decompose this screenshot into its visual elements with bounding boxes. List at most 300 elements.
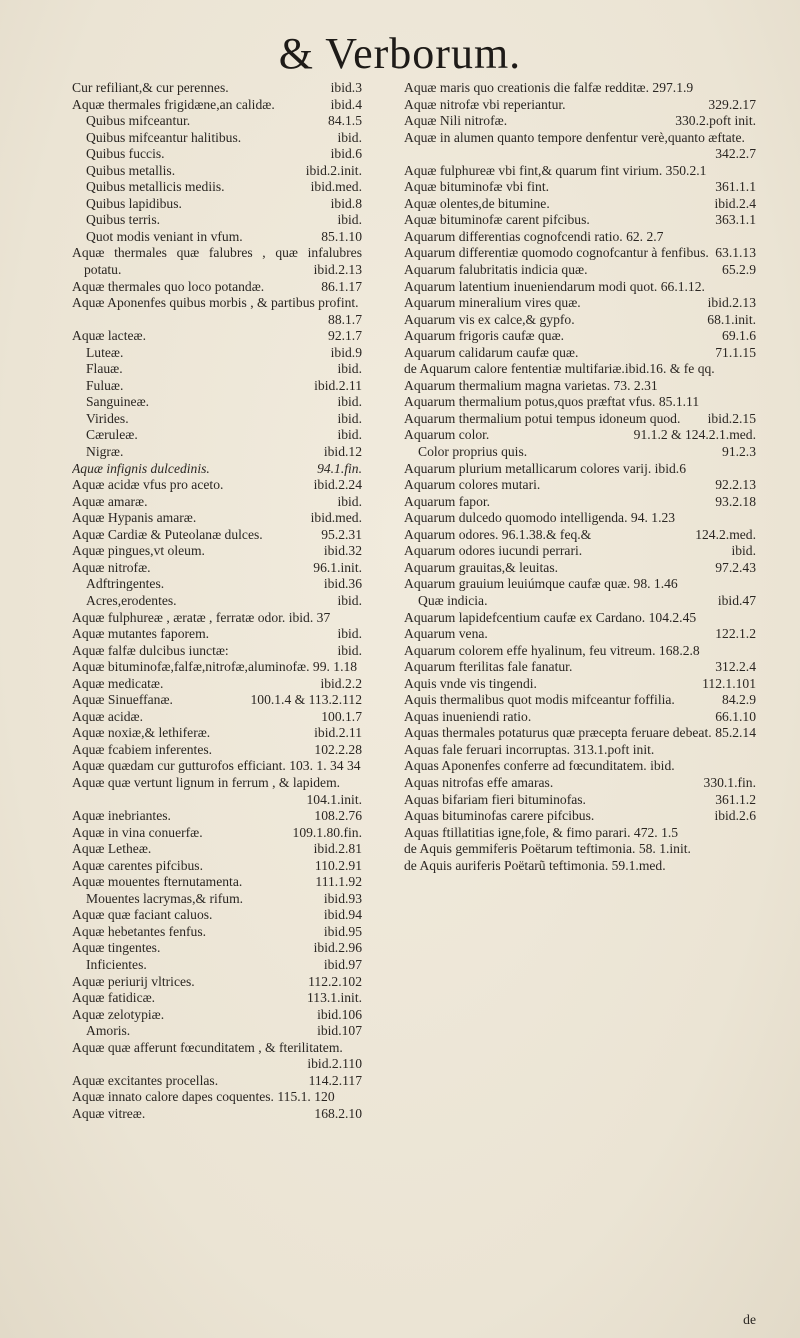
index-entry xyxy=(404,295,756,312)
index-entry xyxy=(72,97,362,114)
index-column-left xyxy=(72,80,362,1122)
index-entry xyxy=(72,725,362,742)
index-entry xyxy=(404,444,756,461)
index-entry xyxy=(72,461,362,478)
entry-text: Aquæ lacteæ. xyxy=(72,328,146,344)
entry-reference: ibid.2.4 xyxy=(714,195,756,211)
index-entry xyxy=(72,510,362,527)
entry-reference: ibid. xyxy=(337,129,362,145)
index-entry xyxy=(404,427,756,444)
entry-reference: 104.1.init. xyxy=(306,791,362,807)
index-entry xyxy=(72,659,362,676)
entry-reference: 114.2.117 xyxy=(308,1072,362,1088)
entry-text: Aquas ftillatitias igne,fole, & fimo parari. 472. 1.5 xyxy=(404,824,679,840)
entry-text: Adftringentes. xyxy=(86,576,165,592)
index-entry xyxy=(404,576,756,593)
entry-text: Aquæ Letheæ. xyxy=(72,841,152,857)
index-entry xyxy=(72,1089,362,1106)
entry-text: Aquarum odores. 96.1.38.& feq.& xyxy=(404,526,592,542)
entry-text: Sanguineæ. xyxy=(86,394,150,410)
entry-text: Aquas inueniendi ratio. xyxy=(404,708,532,724)
entry-text: Aquarum fterilitas fale fanatur. xyxy=(404,659,573,675)
entry-text: Amoris. xyxy=(86,1023,131,1039)
index-entry xyxy=(72,676,362,693)
entry-text: Aquæ thermales quo loco potandæ. xyxy=(72,278,265,294)
index-column-right xyxy=(404,80,756,874)
index-entry xyxy=(72,1040,362,1073)
entry-text: Aquæ bituminofæ vbi fint. xyxy=(404,179,550,195)
entry-reference: ibid.97 xyxy=(323,956,362,972)
entry-text: Aquæ fatidicæ. xyxy=(72,990,156,1006)
entry-text: Aquæ in alumen quanto tempore denfentur verè,quanto æftate. xyxy=(404,129,745,145)
index-entry xyxy=(404,808,756,825)
entry-text: Aquæ periurij vltrices. xyxy=(72,973,195,989)
entry-reference: ibid.2.96 xyxy=(313,940,362,956)
entry-text: Quibus fuccis. xyxy=(86,146,165,162)
page-heading: & Verborum. xyxy=(278,29,522,78)
entry-reference: 84.2.9 xyxy=(722,692,756,708)
entry-text: Aquæ pingues,vt oleum. xyxy=(72,543,205,559)
entry-reference: 361.1.2 xyxy=(715,791,756,807)
entry-text: Aquæ Cardiæ & Puteolanæ dulces. xyxy=(72,526,263,542)
entry-text: Aquarum lapidefcentium caufæ ex Cardano. 104.2.45 xyxy=(404,609,697,625)
entry-text: Aquas Aponenfes conferre ad fœcunditatem. ibid. xyxy=(404,758,675,774)
entry-text: Aquæ medicatæ. xyxy=(72,675,164,691)
entry-reference: ibid.8 xyxy=(330,195,362,211)
entry-reference: 330.1.fin. xyxy=(703,774,756,790)
index-entry xyxy=(72,1073,362,1090)
entry-text: Color proprius quis. xyxy=(418,444,528,460)
index-entry xyxy=(72,196,362,213)
entry-reference: 91.2.3 xyxy=(722,444,756,460)
entry-text: Aquæ quæ faciant caluos. xyxy=(72,907,213,923)
index-entry xyxy=(72,477,362,494)
entry-text: Aquæ carentes pifcibus. xyxy=(72,857,203,873)
entry-reference: 329.2.17 xyxy=(708,96,756,112)
entry-text: Quibus mifceantur. xyxy=(86,113,191,129)
entry-text: Aquæ Hypanis amaræ. xyxy=(72,510,197,526)
entry-text: Aquarum latentium inueniendarum modi quot. 66.1.12. xyxy=(404,278,705,294)
index-entry xyxy=(404,394,756,411)
entry-reference: ibid.2.13 xyxy=(313,262,362,278)
entry-text: Aquæ bituminofæ,falfæ,nitrofæ,aluminofæ. 99. 1.18 xyxy=(72,659,358,675)
entry-reference: 100.1.7 xyxy=(321,708,362,724)
entry-reference: ibid.2.13 xyxy=(707,295,756,311)
index-entry xyxy=(404,543,756,560)
entry-text: Cur refiliant,& cur perennes. xyxy=(72,80,229,95)
index-entry xyxy=(72,229,362,246)
entry-reference: 109.1.80.fin. xyxy=(292,824,362,840)
entry-text: Aquæ falfæ dulcibus iunctæ: xyxy=(72,642,229,658)
entry-reference: 85.1.10 xyxy=(321,228,362,244)
index-entry xyxy=(72,494,362,511)
entry-reference: ibid.9 xyxy=(330,344,362,360)
index-entry xyxy=(404,80,756,97)
index-entry xyxy=(404,792,756,809)
entry-text: Aquarum color. xyxy=(404,427,490,443)
index-entry xyxy=(404,643,756,660)
entry-reference: 342.2.7 xyxy=(715,146,756,162)
entry-text: Aquæ infignis dulcedinis. xyxy=(72,460,210,476)
index-entry xyxy=(404,378,756,395)
entry-reference: 92.1.7 xyxy=(328,328,362,344)
entry-text: Flauæ. xyxy=(86,361,123,377)
entry-text: Aquæ zelotypiæ. xyxy=(72,1006,165,1022)
entry-text: Aquarum odores iucundi perrari. xyxy=(404,543,583,559)
entry-text: Aquarum mineralium vires quæ. xyxy=(404,295,581,311)
entry-reference: ibid. xyxy=(337,592,362,608)
entry-text: Aquarum vena. xyxy=(404,626,488,642)
entry-reference: ibid.47 xyxy=(717,592,756,608)
index-entry xyxy=(404,411,756,428)
entry-text: Aquæ fulphureæ vbi fint,& quarum fint virium. 350.2.1 xyxy=(404,162,707,178)
index-entry xyxy=(404,858,756,875)
entry-text: Quibus terris. xyxy=(86,212,161,228)
entry-text: Aquas fale feruari incorruptas. 313.1.poft init. xyxy=(404,741,655,757)
entry-reference: 100.1.4 & 113.2.112 xyxy=(250,692,362,708)
index-entry xyxy=(72,808,362,825)
entry-reference: 96.1.init. xyxy=(313,559,362,575)
index-entry xyxy=(404,659,756,676)
index-entry xyxy=(72,742,362,759)
entry-reference: ibid. xyxy=(731,543,756,559)
entry-text: Virides. xyxy=(86,410,129,426)
index-entry xyxy=(72,212,362,229)
entry-reference: ibid. xyxy=(337,394,362,410)
entry-text: Aquæ nitrofæ. xyxy=(72,559,151,575)
entry-reference: ibid.93 xyxy=(323,890,362,906)
entry-text: Aquæ quæ vertunt lignum in ferrum , & lapidem. xyxy=(72,774,341,790)
entry-text: Aquæ mutantes faporem. xyxy=(72,626,210,642)
index-entry xyxy=(404,477,756,494)
index-entry xyxy=(404,510,756,527)
entry-text: Aquæ Aponenfes quibus morbis , & partibus profint. xyxy=(72,295,359,311)
entry-reference: 66.1.10 xyxy=(715,708,756,724)
entry-reference: 124.2.med. xyxy=(695,526,756,542)
index-entry xyxy=(72,593,362,610)
index-entry xyxy=(404,279,756,296)
entry-reference: ibid.2.init. xyxy=(305,162,362,178)
index-entry xyxy=(72,179,362,196)
entry-reference: 68.1.init. xyxy=(707,311,756,327)
entry-text: Aquæ Nili nitrofæ. xyxy=(404,113,508,129)
index-entry xyxy=(72,378,362,395)
index-entry xyxy=(72,113,362,130)
entry-reference: 102.2.28 xyxy=(314,741,362,757)
index-entry xyxy=(72,527,362,544)
entry-reference: ibid.32 xyxy=(323,543,362,559)
entry-reference: ibid.2.24 xyxy=(313,477,362,493)
entry-reference: 108.2.76 xyxy=(314,808,362,824)
index-entry xyxy=(72,1007,362,1024)
entry-reference: ibid.med. xyxy=(310,179,362,195)
index-entry xyxy=(72,709,362,726)
entry-reference: ibid.6 xyxy=(330,146,362,162)
entry-text: Aquæ fcabiem inferentes. xyxy=(72,741,213,757)
entry-reference: 92.2.13 xyxy=(715,477,756,493)
entry-text: Aquæ bituminofæ carent pifcibus. xyxy=(404,212,590,228)
index-entry xyxy=(404,725,756,742)
entry-reference: ibid. xyxy=(337,626,362,642)
index-entry xyxy=(72,990,362,1007)
entry-text: Aquæ olentes,de bitumine. xyxy=(404,195,550,211)
entry-text: Luteæ. xyxy=(86,344,124,360)
entry-reference: 85.2.14 xyxy=(715,725,756,741)
entry-text: Nigræ. xyxy=(86,444,124,460)
index-entry xyxy=(72,643,362,660)
index-entry xyxy=(72,841,362,858)
entry-text: Aquarum thermalium magna varietas. 73. 2.31 xyxy=(404,377,658,393)
index-entry xyxy=(404,758,756,775)
entry-reference: ibid. xyxy=(337,427,362,443)
entry-reference: ibid. xyxy=(337,493,362,509)
entry-text: Quot modis veniant in vfum. xyxy=(86,228,243,244)
entry-reference: ibid.med. xyxy=(310,510,362,526)
entry-text: Quibus metallis. xyxy=(86,162,176,178)
entry-reference: 65.2.9 xyxy=(722,262,756,278)
index-entry xyxy=(404,841,756,858)
index-entry xyxy=(72,858,362,875)
index-entry xyxy=(72,146,362,163)
entry-text: Aquarum colorem effe hyalinum, feu vitreum. 168.2.8 xyxy=(404,642,700,658)
index-entry xyxy=(72,80,362,97)
entry-reference: ibid.2.11 xyxy=(314,725,362,741)
entry-reference: ibid.2.81 xyxy=(313,841,362,857)
entry-reference xyxy=(752,742,756,759)
index-entry xyxy=(72,626,362,643)
index-entry xyxy=(404,361,756,378)
index-entry xyxy=(72,345,362,362)
index-entry xyxy=(404,825,756,842)
index-entry xyxy=(72,874,362,891)
entry-text: de Aquis auriferis Poëtarũ teftimonia. 59.1.med. xyxy=(404,857,666,873)
entry-text: Inficientes. xyxy=(86,956,147,972)
entry-text: Mouentes lacrymas,& rifum. xyxy=(86,890,244,906)
entry-text: Cæruleæ. xyxy=(86,427,138,443)
entry-text: Aquarum frigoris caufæ quæ. xyxy=(404,328,565,344)
entry-reference: 122.1.2 xyxy=(715,626,756,642)
entry-reference: 110.2.91 xyxy=(314,857,362,873)
index-entry xyxy=(72,245,362,278)
entry-text: Aquarum thermalium potus,quos præftat vfus. 85.1.11 xyxy=(404,394,700,410)
index-entry xyxy=(72,543,362,560)
entry-text: Aquis vnde vis tingendi. xyxy=(404,675,537,691)
index-entry xyxy=(72,130,362,147)
entry-text: Aquæ noxiæ,& lethiferæ. xyxy=(72,725,211,741)
entry-text: de Aquarum calore fententiæ multifariæ.ibid.16. & fe qq. xyxy=(404,361,715,377)
entry-text: Aquis thermalibus quot modis mifceantur foffilia. xyxy=(404,692,675,708)
index-entry xyxy=(72,775,362,808)
entry-text: Aquarum colores mutari. xyxy=(404,477,541,493)
entry-reference: ibid.94 xyxy=(323,907,362,923)
catchword: de xyxy=(743,1312,756,1327)
entry-reference: 111.1.92 xyxy=(315,874,362,890)
entry-reference xyxy=(752,858,756,875)
entry-text: Aquarum differentias cognofcendi ratio. 62. 2.7 xyxy=(404,228,664,244)
entry-text: Aquæ vitreæ. xyxy=(72,1105,146,1121)
index-entry xyxy=(404,610,756,627)
index-entry xyxy=(404,626,756,643)
entry-reference: 84.1.5 xyxy=(328,113,362,129)
index-entry xyxy=(72,394,362,411)
entry-reference: 69.1.6 xyxy=(722,328,756,344)
index-entry xyxy=(404,692,756,709)
index-entry xyxy=(404,262,756,279)
entry-reference: 112.1.101 xyxy=(702,675,756,691)
entry-text: Aquæ acidæ vfus pro aceto. xyxy=(72,477,224,493)
entry-reference: ibid. xyxy=(337,642,362,658)
index-entry xyxy=(72,758,362,775)
entry-reference: ibid. xyxy=(337,212,362,228)
entry-text: Quibus lapidibus. xyxy=(86,195,182,211)
entry-reference: 97.2.43 xyxy=(715,559,756,575)
index-entry xyxy=(404,196,756,213)
entry-reference: 168.2.10 xyxy=(314,1105,362,1121)
index-entry xyxy=(404,97,756,114)
index-entry xyxy=(404,229,756,246)
index-entry xyxy=(404,709,756,726)
index-entry xyxy=(404,113,756,130)
index-entry xyxy=(72,295,362,328)
index-entry xyxy=(404,775,756,792)
index-entry xyxy=(404,560,756,577)
index-entry xyxy=(72,328,362,345)
entry-reference: 95.2.31 xyxy=(321,526,362,542)
entry-text: Aquæ tingentes. xyxy=(72,940,161,956)
index-entry xyxy=(72,957,362,974)
index-entry xyxy=(404,212,756,229)
entry-text: Aquæ acidæ. xyxy=(72,708,143,724)
index-entry xyxy=(72,411,362,428)
entry-reference: ibid.107 xyxy=(317,1023,362,1039)
entry-text: Aquarum thermalium potui tempus idoneum quod. xyxy=(404,410,681,426)
entry-text: Aquæ maris quo creationis die falfæ redditæ. 297.1.9 xyxy=(404,80,694,95)
entry-text: Aquæ thermales frigidæne,an calidæ. xyxy=(72,96,275,112)
index-entry xyxy=(404,328,756,345)
entry-text: Quæ indicia. xyxy=(418,592,488,608)
entry-text: Aquas bifariam fieri bituminofas. xyxy=(404,791,586,807)
entry-reference: ibid.3 xyxy=(330,80,362,95)
entry-reference: 112.2.102 xyxy=(308,973,362,989)
entry-text: Aquæ excitantes procellas. xyxy=(72,1072,219,1088)
entry-reference: 86.1.17 xyxy=(321,278,362,294)
entry-text: Aquæ amaræ. xyxy=(72,493,148,509)
entry-text: Aquarum dulcedo quomodo intelligenda. 94. 1.23 xyxy=(404,510,676,526)
entry-reference: 91.1.2 & 124.2.1.med. xyxy=(633,427,756,443)
entry-reference: 113.1.init. xyxy=(306,990,362,1006)
entry-text: Quibus mifceantur halitibus. xyxy=(86,129,242,145)
entry-text: Aquarum grauium leuiúmque caufæ quæ. 98. 1.46 xyxy=(404,576,678,592)
index-entry xyxy=(72,279,362,296)
entry-reference: 361.1.1 xyxy=(715,179,756,195)
entry-text: Aquarum grauitas,& leuitas. xyxy=(404,559,559,575)
entry-text: Aquæ mouentes fternutamenta. xyxy=(72,874,243,890)
entry-text: Aquæ quædam cur gutturofos efficiant. 103. 1. 34 34 xyxy=(72,758,361,774)
entry-text: Aquarum differentiæ quomodo cognofcantur à fenfibus. xyxy=(404,245,709,261)
entry-reference: ibid. xyxy=(337,410,362,426)
entry-text: Aquæ quæ afferunt fœcunditatem , & fterilitatem. xyxy=(72,1039,343,1055)
entry-text: Aquæ thermales quæ falubres , quæ infalubres potatu. xyxy=(72,245,362,278)
index-entry xyxy=(72,427,362,444)
entry-reference: ibid.95 xyxy=(323,923,362,939)
entry-reference: 94.1.fin. xyxy=(317,460,362,476)
index-entry xyxy=(72,940,362,957)
index-entry xyxy=(404,461,756,478)
entry-text: Aquæ in vina conuerfæ. xyxy=(72,824,203,840)
index-entry xyxy=(72,576,362,593)
index-entry xyxy=(72,924,362,941)
index-entry xyxy=(404,312,756,329)
entry-reference: ibid.4 xyxy=(330,96,362,112)
entry-text: Aquarum fapor. xyxy=(404,493,491,509)
entry-text: Aquæ innato calore dapes coquentes. 115.1. 120 xyxy=(72,1089,335,1105)
entry-reference: ibid.36 xyxy=(323,576,362,592)
index-entry xyxy=(72,907,362,924)
index-entry xyxy=(404,742,756,759)
index-entry xyxy=(72,610,362,627)
index-entry xyxy=(404,345,756,362)
index-entry xyxy=(404,527,756,544)
entry-text: Aquas thermales potaturus quæ præcepta feruare debeat. xyxy=(404,725,712,741)
entry-text: Aquas bituminofas carere pifcibus. xyxy=(404,808,595,824)
entry-text: Aquæ nitrofæ vbi reperiantur. xyxy=(404,96,566,112)
index-entry xyxy=(404,593,756,610)
entry-text: Aquæ Sinueffanæ. xyxy=(72,692,173,708)
entry-reference: 63.1.13 xyxy=(715,245,756,261)
index-entry xyxy=(72,163,362,180)
entry-reference: ibid.2.110 xyxy=(307,1056,362,1072)
entry-reference: 71.1.15 xyxy=(715,344,756,360)
index-entry xyxy=(72,692,362,709)
index-entry xyxy=(404,130,756,163)
entry-reference: ibid. xyxy=(337,361,362,377)
entry-text: Aquas nitrofas effe amaras. xyxy=(404,774,554,790)
entry-reference: ibid.2.2 xyxy=(320,675,362,691)
entry-reference: 312.2.4 xyxy=(715,659,756,675)
entry-text: Aquarum plurium metallicarum colores varij. ibid.6 xyxy=(404,460,686,476)
entry-text: Aquæ fulphureæ , æratæ , ferratæ odor. ibid. 37 xyxy=(72,609,331,625)
entry-reference: ibid.106 xyxy=(317,1006,362,1022)
entry-reference: 93.2.18 xyxy=(715,493,756,509)
index-entry xyxy=(72,361,362,378)
entry-text: Acres,erodentes. xyxy=(86,592,177,608)
entry-reference: 88.1.7 xyxy=(328,311,362,327)
index-entry xyxy=(72,974,362,991)
entry-text: de Aquis gemmiferis Poëtarum teftimonia. 58. 1.init. xyxy=(404,841,691,857)
entry-text: Aquarum vis ex calce,& gypfo. xyxy=(404,311,575,327)
entry-reference: 330.2.poft init. xyxy=(675,113,756,129)
entry-text: Aquæ inebriantes. xyxy=(72,808,171,824)
index-entry xyxy=(72,560,362,577)
entry-reference: ibid.2.6 xyxy=(714,808,756,824)
index-entry xyxy=(72,1023,362,1040)
index-entry xyxy=(404,245,756,262)
entry-reference: ibid.2.11 xyxy=(314,377,362,393)
entry-text: Aquæ hebetantes fenfus. xyxy=(72,923,207,939)
entry-text: Aquarum falubritatis indicia quæ. xyxy=(404,262,588,278)
index-entry xyxy=(72,891,362,908)
entry-reference: ibid.2.15 xyxy=(707,410,756,426)
index-entry xyxy=(404,179,756,196)
index-entry xyxy=(404,676,756,693)
entry-text: Quibus metallicis mediis. xyxy=(86,179,225,195)
entry-text: Fuluæ. xyxy=(86,377,124,393)
entry-text: Aquarum calidarum caufæ quæ. xyxy=(404,344,579,360)
index-entry xyxy=(72,1106,362,1123)
index-entry xyxy=(404,163,756,180)
index-entry xyxy=(72,825,362,842)
index-entry xyxy=(72,444,362,461)
